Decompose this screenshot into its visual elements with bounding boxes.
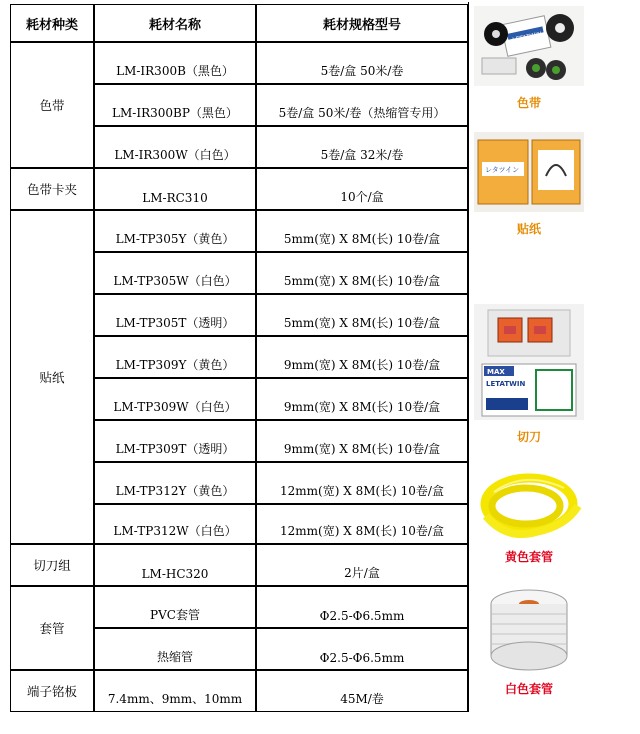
table-row-spec: [256, 336, 468, 378]
row-name: LM-IR300B（黑色）: [116, 64, 234, 78]
category-label: 套管: [39, 621, 65, 636]
table-row-name: [94, 336, 256, 378]
row-name: LM-TP309W（白色）: [113, 400, 237, 414]
table-row-spec: [256, 126, 468, 168]
row-name: LM-RC310: [142, 191, 208, 205]
table-row-spec: [256, 544, 468, 586]
header-spec-label: 耗材规格型号: [322, 17, 401, 33]
table-row-name: [94, 168, 256, 210]
row-spec: 5卷/盒 50米/卷: [320, 64, 404, 78]
table-row-name: [94, 628, 256, 670]
ribbon-caption: 色带: [516, 96, 541, 110]
row-name: 7.4mm、9mm、10mm: [107, 692, 243, 706]
row-name: LM-TP312Y（黄色）: [115, 484, 235, 498]
row-spec: 9mm(宽) X 8M(长) 10卷/盒: [283, 442, 441, 456]
row-spec: 5卷/盒 32米/卷: [320, 148, 404, 162]
table-row-name: [94, 420, 256, 462]
category-label: 色带: [39, 98, 65, 113]
table-row-name: [94, 84, 256, 126]
cutter-photo: [474, 304, 584, 420]
category-sticker: [10, 210, 94, 544]
row-spec: 2片/盒: [344, 566, 380, 580]
header-category: [10, 4, 94, 42]
row-spec: 5mm(宽) X 8M(长) 10卷/盒: [283, 316, 441, 330]
row-spec: 12mm(宽) X 8M(长) 10卷/盒: [280, 524, 444, 538]
row-spec: 5mm(宽) X 8M(长) 10卷/盒: [283, 274, 441, 288]
row-name: PVC套管: [150, 608, 200, 622]
table-row-spec: [256, 628, 468, 670]
header-category-label: 耗材种类: [25, 17, 78, 33]
row-spec: 5卷/盒 50米/卷（热缩管专用）: [278, 106, 446, 120]
row-spec: 10个/盒: [340, 190, 384, 204]
category-label: 色带卡夹: [26, 182, 77, 197]
ribbon-image: [474, 6, 584, 86]
cutter-caption: 切刀: [516, 430, 541, 444]
table-row-name: [94, 586, 256, 628]
table-row-spec: [256, 586, 468, 628]
table-row-spec: [256, 420, 468, 462]
ribbon-box-text: LETATWIN: [511, 30, 543, 44]
yellow-tube-photo: [474, 466, 584, 544]
white-tube-caption: 白色套管: [504, 682, 553, 696]
category-tube: [10, 586, 94, 670]
white-tube-photo: [480, 584, 578, 674]
category-label: 贴纸: [39, 370, 65, 385]
sticker-photo: [474, 132, 584, 212]
row-spec: 5mm(宽) X 8M(长) 10卷/盒: [283, 232, 441, 246]
table-row-name: [94, 544, 256, 586]
header-name-label: 耗材名称: [148, 17, 201, 33]
row-name: LM-TP309Y（黄色）: [115, 358, 235, 372]
category-ribbon: [10, 42, 94, 168]
header-name: [94, 4, 256, 42]
sticker-caption: 贴纸: [516, 222, 541, 236]
row-name: LM-TP312W（白色）: [113, 524, 237, 538]
row-name: LM-TP305Y（黄色）: [115, 232, 235, 246]
sticker-image: [474, 132, 584, 212]
row-spec: 45M/卷: [340, 692, 384, 706]
category-label: 端子铭板: [26, 684, 77, 699]
category-ribbon-clip: [10, 168, 94, 210]
svg-text:MAX: MAX: [487, 368, 505, 376]
row-spec: 9mm(宽) X 8M(长) 10卷/盒: [283, 358, 441, 372]
yellow-tube-caption: 黄色套管: [504, 550, 553, 564]
table-row-name: [94, 126, 256, 168]
row-spec: Φ2.5-Φ6.5mm: [319, 609, 405, 623]
table-row-spec: [256, 210, 468, 252]
table-row-name: [94, 378, 256, 420]
category-cutter-set: [10, 544, 94, 586]
row-name: LM-TP309T（透明）: [115, 442, 235, 456]
category-terminal-plate: [10, 670, 94, 712]
table-row-spec: [256, 252, 468, 294]
white-tube-image: [480, 584, 578, 674]
row-spec: 12mm(宽) X 8M(长) 10卷/盒: [280, 484, 444, 498]
header-spec: [256, 4, 468, 42]
table-row-spec: [256, 462, 468, 504]
table-row-name: [94, 462, 256, 504]
table-row-name: [94, 504, 256, 544]
row-name: LM-IR300BP（黑色）: [112, 106, 238, 120]
category-label: 切刀组: [33, 558, 71, 573]
table-row-spec: [256, 168, 468, 210]
row-spec: Φ2.5-Φ6.5mm: [319, 651, 405, 665]
table-row-spec: [256, 670, 468, 712]
row-name: LM-TP305T（透明）: [115, 316, 235, 330]
cutter-image: [474, 304, 584, 420]
row-name: LM-IR300W（白色）: [114, 148, 236, 162]
photo-column-border: [468, 2, 469, 712]
table-row-spec: [256, 504, 468, 544]
sticker-box-text: レタツイン: [485, 166, 520, 174]
row-name: 热缩管: [156, 650, 193, 664]
row-name: LM-TP305W（白色）: [113, 274, 237, 288]
table-row-spec: [256, 294, 468, 336]
table-row-name: [94, 42, 256, 84]
table-row-name: [94, 252, 256, 294]
cutter-box-text: LETATWIN: [486, 380, 526, 388]
ribbon-photo: [474, 6, 584, 86]
yellow-tube-image: [474, 466, 584, 544]
table-row-spec: [256, 378, 468, 420]
table-row-name: [94, 670, 256, 712]
row-spec: 9mm(宽) X 8M(长) 10卷/盒: [283, 400, 441, 414]
table-row-spec: [256, 84, 468, 126]
table-row-name: [94, 210, 256, 252]
row-name: LM-HC320: [141, 567, 209, 581]
table-row-spec: [256, 42, 468, 84]
table-row-name: [94, 294, 256, 336]
